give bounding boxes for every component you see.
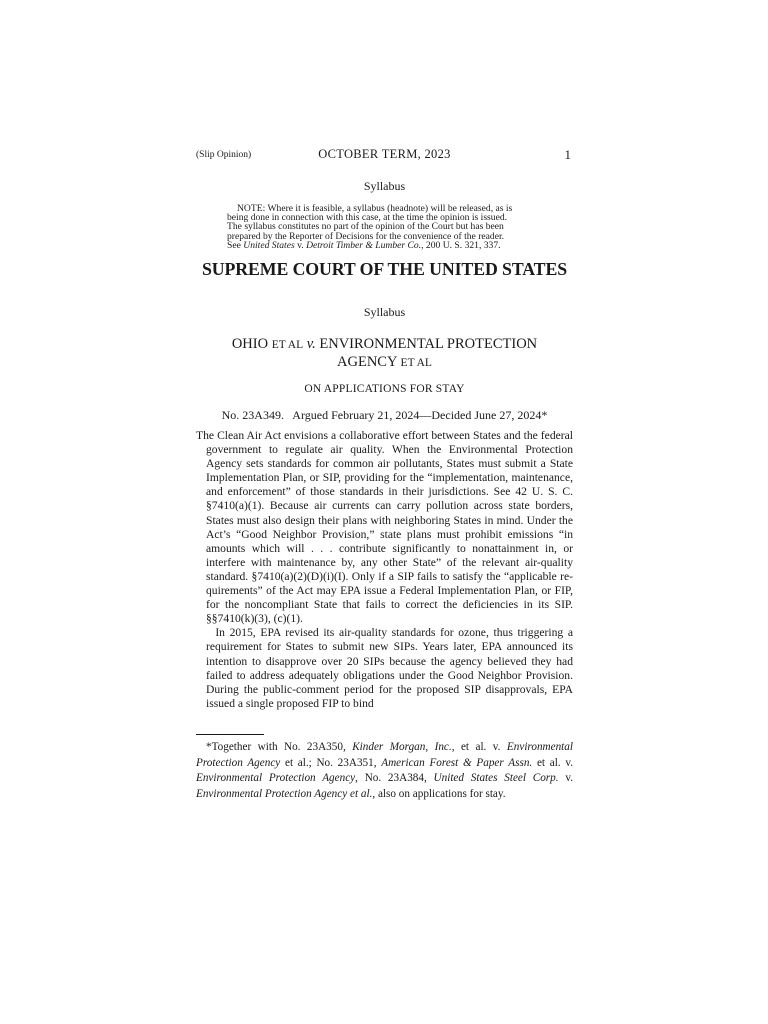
syllabus-heading: Syllabus [363,305,406,319]
term-label: OCTOBER TERM, 2023 [318,147,451,161]
note-line: See United States v. Detroit Timber & Lumber Co., 200 U. S. 321, 337. [227,239,501,251]
note-line: The syllabus constitutes no part of the opinion of the Court but has been [227,221,504,233]
court-name: SUPREME COURT OF THE UNITED STATES [201,259,567,279]
citation-italic: United States [243,239,295,251]
syllabus-body [196,429,573,711]
page-number: 1 [564,147,571,162]
syllabus-heading-top: Syllabus [363,179,406,193]
paragraph: In 2015, EPA revised its air-quality standards for ozone, thus triggering a requirement for States to submit new SIPs. Years later, EPA announced its intention to disapprove over 20 SIPs because the agency believed they had failed to address adequately obligations under the Good Neighbor Provision. During the public-comment period for the proposed SIP disapprovals, EPA issued a single proposed FIP to bind [206,626,573,710]
page-header [196,147,573,163]
slip-opinion-label: (Slip Opinion) [196,150,252,160]
note-line: prepared by the Reporter of Decisions for the convenience of the reader. [227,230,505,242]
paragraph: The Clean Air Act envisions a collaborative effort between States and the federal government to regulate air quality. When the Environmental Protection Agency sets standards for common air pollutants, States must submit a State Implementation Plan, or SIP, providing for the “implementation, maintenance, and enforcement” of those standards in their jurisdictions. See 42 U. S. C. §7410(a)(1). Because air currents can carry pollution across state borders, States must also design their plans with neighboring States in mind. Under the Act’s “Good Neighbor Provision,” state plans must prohibit emissions “in amounts which will . . . contribute significantly to nonattainment in, or interfere with maintenance by, any other State” of the relevant air-quality standard. §7410(a)(2)(D)(i)(I). Only if a SIP fails to satisfy the “applicable requirements” of the Act may EPA issue a Federal Implementation Plan, or FIP, for the noncompliant State that fails to correct the deficiencies in its SIP. §§7410(k)(3), (c)(1). [196,429,573,626]
footnote: *Together with No. 23A350, Kinder Morgan, Inc., et al. v. Environmental Protection Agency et al.; No. 23A351, American Forest & Paper Assn. et al. v. Environmental Protection Agency, No. 23A384, United States Steel Corp. v. Environmental Protection Agency et al., also on applications for stay. [196,741,574,800]
citation-italic: Detroit Timber & Lumber Co. [306,239,422,251]
case-title: OHIO ET AL v. ENVIRONMENTAL PROTECTION AGENCY ET AL [231,336,538,370]
note-line: being done in connection with this case, at the time the opinion is issued. [227,212,508,224]
syllabus-note [227,204,541,250]
docket-line: No. 23A349. Argued February 21, 2024—Decided June 27, 2024* [221,408,548,422]
footnote-divider [196,734,264,735]
applications-heading: ON APPLICATIONS FOR STAY [304,383,465,395]
note-line: NOTE: Where it is feasible, a syllabus (headnote) will be released, as is [237,203,513,214]
